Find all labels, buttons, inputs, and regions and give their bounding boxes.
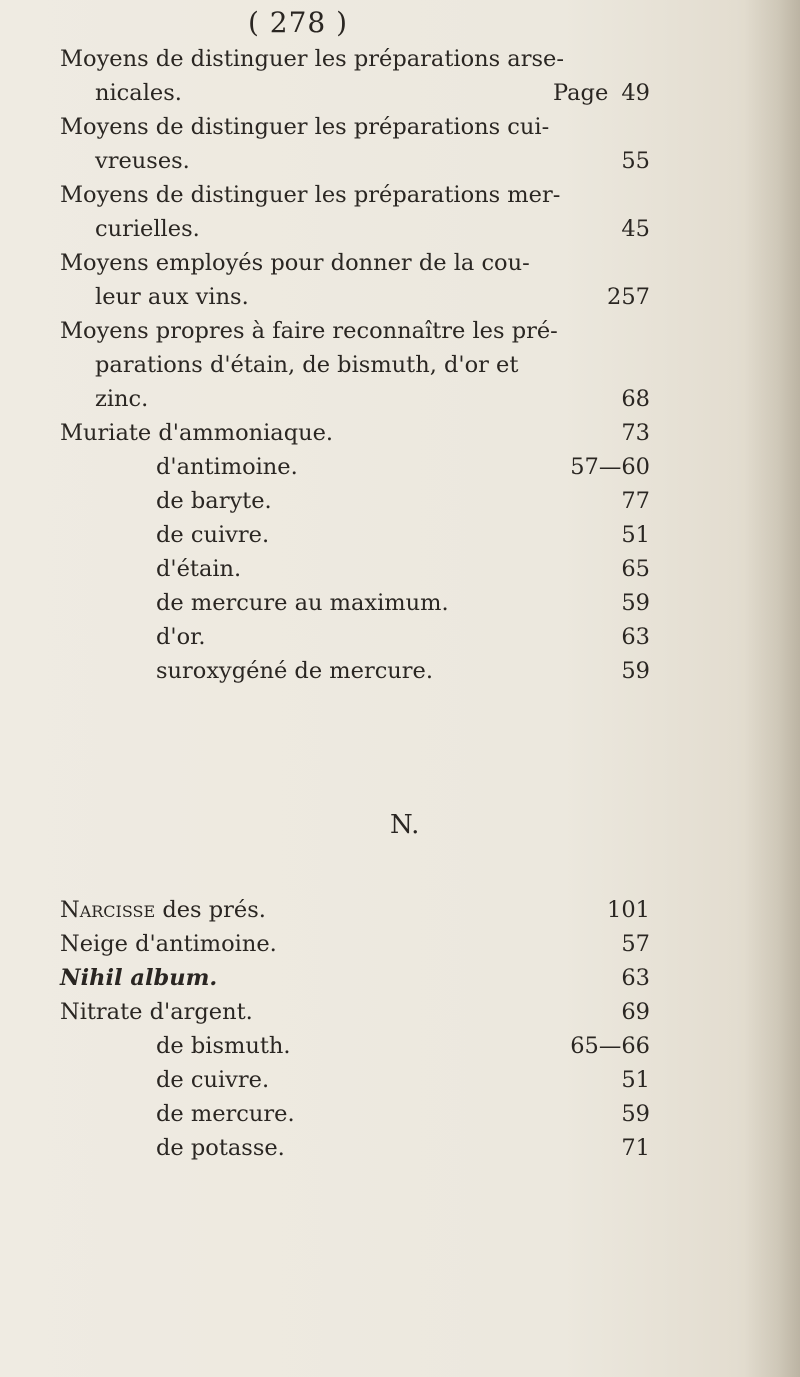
page-label: Page — [553, 80, 609, 106]
entry-page: 55 — [621, 148, 650, 174]
entry-page: 57 — [621, 931, 650, 957]
index-entry — [60, 212, 650, 246]
entry-page: 101 — [607, 897, 650, 923]
entry-text: Moyens de distinguer les préparations mer- — [60, 182, 561, 208]
index-entry — [60, 518, 650, 552]
entry-text: de bismuth. — [156, 1033, 291, 1059]
entry-page: 65 — [621, 556, 650, 582]
entry-text: de mercure au maximum. — [156, 590, 449, 616]
entry-text: suroxygéné de mercure. — [156, 658, 434, 684]
index-entry — [60, 42, 650, 76]
index-entry — [60, 654, 650, 688]
entry-text: parations d'étain, de bismuth, d'or et — [95, 352, 519, 378]
entry-text: Moyens de distinguer les préparations arse- — [60, 46, 564, 72]
entry-page: 73 — [621, 420, 650, 446]
entry-page: 51 — [621, 522, 650, 548]
entry-text: Muriate d'ammoniaque. — [60, 420, 334, 446]
entry-text: de cuivre. — [156, 522, 270, 548]
entry-text: leur aux vins. — [95, 284, 249, 310]
entry-page: 59 — [621, 1101, 650, 1127]
entry-text: d'étain. — [156, 556, 242, 582]
entry-page: 65—66 — [570, 1033, 650, 1059]
index-entry — [60, 893, 650, 927]
entry-text: vreuses. — [95, 148, 190, 174]
entry-page: 63 — [621, 624, 650, 650]
entry-page: 59 — [621, 658, 650, 684]
index-entry — [60, 280, 650, 314]
entry-text: Moyens propres à faire reconnaître les pré- — [60, 318, 558, 344]
index-entry — [60, 144, 650, 178]
entry-text: Moyens employés pour donner de la cou- — [60, 250, 530, 276]
entry-text: zinc. — [95, 386, 149, 412]
entry-page: 49 — [621, 80, 650, 106]
index-entry — [60, 314, 650, 348]
entry-page: 71 — [621, 1135, 650, 1161]
entry-text: Moyens de distinguer les préparations cui- — [60, 114, 550, 140]
entry-text: des prés. — [155, 897, 266, 923]
entry-text: Neige d'antimoine. — [60, 931, 277, 957]
index-entry — [60, 1029, 650, 1063]
entry-page: 68 — [621, 386, 650, 412]
entry-text: d'antimoine. — [156, 454, 298, 480]
index-entry — [60, 246, 650, 280]
entry-text: de potasse. — [156, 1135, 285, 1161]
index-entry — [60, 961, 650, 995]
index-entry — [60, 995, 650, 1029]
entry-page: 63 — [621, 965, 650, 991]
index-entry — [60, 178, 650, 212]
entry-page: 69 — [621, 999, 650, 1025]
index-entry — [60, 1131, 650, 1165]
index-entry — [60, 450, 650, 484]
entry-lead: Narcisse — [60, 897, 156, 923]
entry-text: curielles. — [95, 216, 200, 242]
entry-text: de baryte. — [156, 488, 272, 514]
page-number: ( 278 ) — [247, 6, 349, 39]
entry-text: Nihil album. — [60, 965, 218, 991]
index-entry — [60, 1063, 650, 1097]
index-entry — [60, 927, 650, 961]
index-entry — [60, 1097, 650, 1131]
entry-page: 257 — [607, 284, 650, 310]
index-entry — [60, 382, 650, 416]
entry-page: 57—60 — [570, 454, 650, 480]
entry-text: d'or. — [156, 624, 206, 650]
page-edge-shadow — [745, 0, 800, 1377]
section-heading: N. — [390, 810, 420, 840]
index-entry — [60, 620, 650, 654]
index-entry — [60, 484, 650, 518]
entry-page: 51 — [621, 1067, 650, 1093]
entry-page: 59 — [621, 590, 650, 616]
index-entry — [60, 416, 650, 450]
entry-text: de cuivre. — [156, 1067, 270, 1093]
entry-text: nicales. — [95, 80, 182, 106]
entry-page: 45 — [621, 216, 650, 242]
entry-page: 77 — [621, 488, 650, 514]
entry-text: Nitrate d'argent. — [60, 999, 253, 1025]
index-entry — [60, 110, 650, 144]
index-entry — [60, 348, 650, 382]
index-entry — [60, 586, 650, 620]
index-entry — [60, 552, 650, 586]
index-entry — [60, 76, 650, 110]
entry-text: de mercure. — [156, 1101, 295, 1127]
